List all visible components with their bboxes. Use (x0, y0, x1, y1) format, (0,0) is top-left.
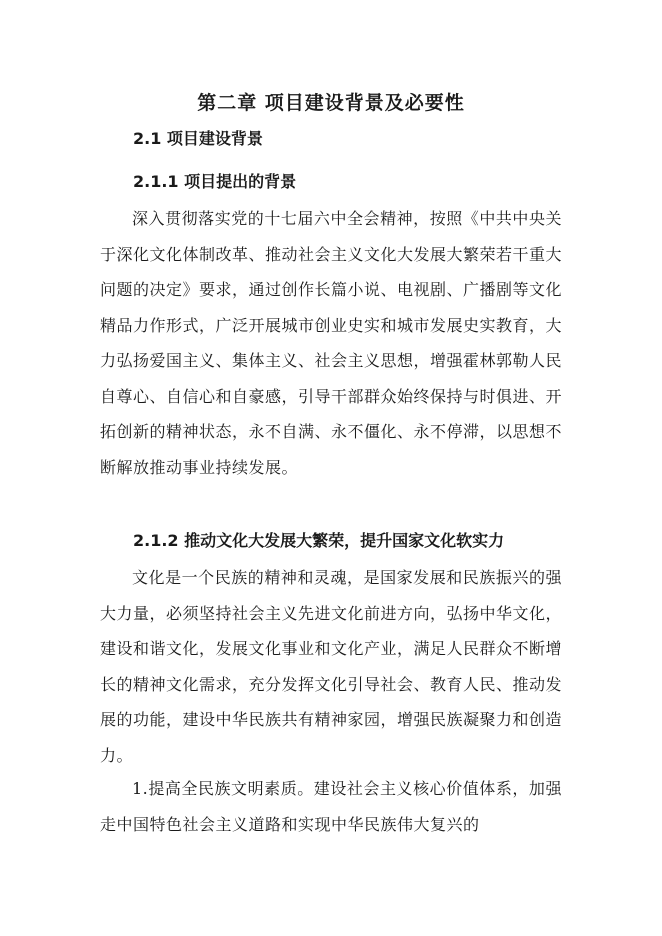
subsection-heading-culture: 2.1.2 推动文化大发展大繁荣，提升国家文化软实力 (133, 531, 505, 550)
subsection-heading-background: 2.1.1 项目提出的背景 (133, 172, 297, 191)
section-heading: 2.1 项目建设背景 (133, 129, 263, 148)
paragraph-item-1: 1.提高全民族文明素质。建设社会主义核心价值体系，加强走中国特色社会主义道路和实现中华民族伟大复兴的 (100, 779, 562, 834)
chapter-title: 第二章 项目建设背景及必要性 (197, 92, 465, 114)
paragraph-culture: 文化是一个民族的精神和灵魂，是国家发展和民族振兴的强大力量，必须坚持社会主义先进文化前进方向，弘扬中华文化，建设和谐文化，发展文化事业和文化产业，满足人民群众不断增长的精神文化需求，充分发挥文化引导社会、教育人民、推动发展的功能，建设中华民族共有精神家园，增强民族凝聚力和创造力。 (100, 568, 563, 765)
paragraph-background: 深入贯彻落实党的十七届六中全会精神，按照《中共中央关于深化文化体制改革、推动社会主义文化大发展大繁荣若干重大问题的决定》要求，通过创作长篇小说、电视剧、广播剧等文化精品力作形式，广泛开展城市创业史实和城市发展史实教育，大力弘扬爱国主义、集体主义、社会主义思想，增强霍林郭勒人民自尊心、自信心和自豪感，引导干部群众始终保持与时俱进、开拓创新的精神状态，永不自满、永不僵化、永不停滞，以思想不断解放推动事业持续发展。 (100, 209, 563, 477)
